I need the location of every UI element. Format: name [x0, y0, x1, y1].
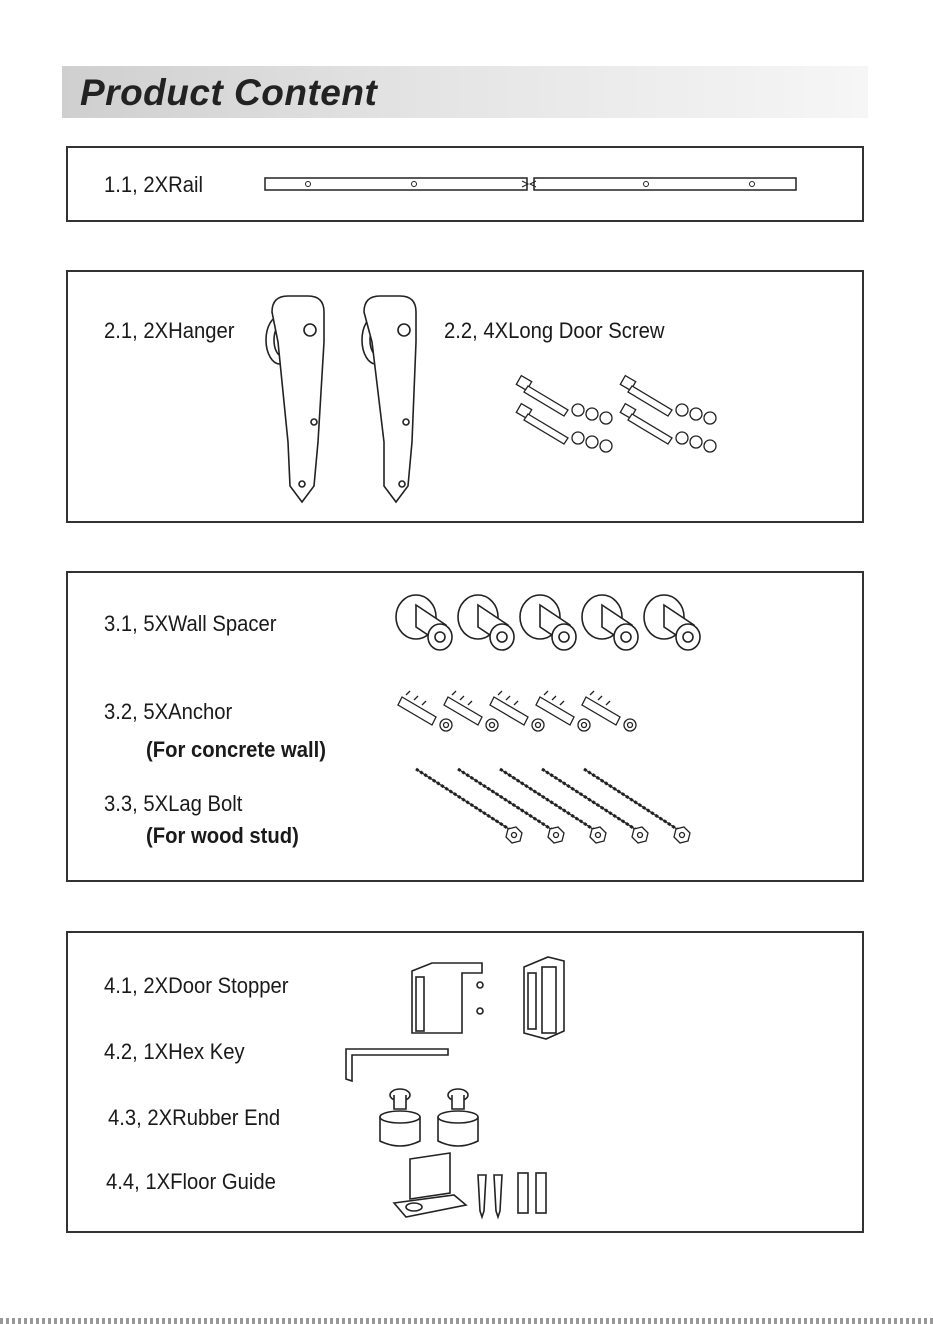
anchor-note: (For concrete wall) — [146, 737, 326, 762]
hex-key-label: 4.2, 1XHex Key — [104, 1039, 245, 1064]
hanger-icon — [258, 292, 438, 512]
page-title: Product Content — [80, 72, 378, 113]
lag-bolt-note: (For wood stud) — [146, 823, 299, 848]
section-accessories — [66, 931, 864, 1233]
page-bottom-edge — [0, 1318, 933, 1324]
rail-label: 1.1, 2XRail — [104, 172, 204, 197]
wall-spacer-label: 3.1, 5XWall Spacer — [104, 611, 277, 636]
wall-spacer-icon — [394, 591, 714, 655]
anchor-label: 3.2, 5XAnchor — [104, 699, 233, 724]
anchor-icon — [398, 691, 658, 741]
door-stopper-label: 4.1, 2XDoor Stopper — [104, 973, 289, 998]
door-screw-icon — [510, 372, 740, 472]
door-stopper-icon — [406, 953, 576, 1043]
rubber-end-label: 4.3, 2XRubber End — [108, 1105, 281, 1130]
door-screw-label: 2.2, 4XLong Door Screw — [444, 318, 665, 343]
lag-bolt-icon — [412, 767, 702, 853]
section-wall-mount — [66, 571, 864, 882]
section-rail — [66, 146, 864, 222]
hex-key-icon — [340, 1045, 450, 1085]
floor-guide-label: 4.4, 1XFloor Guide — [106, 1169, 276, 1194]
floor-guide-icon — [390, 1149, 560, 1221]
title-bar — [62, 66, 868, 118]
lag-bolt-label: 3.3, 5XLag Bolt — [104, 791, 243, 816]
hanger-label: 2.1, 2XHanger — [104, 318, 235, 343]
section-hanger — [66, 270, 864, 523]
rail-icon — [264, 176, 800, 196]
